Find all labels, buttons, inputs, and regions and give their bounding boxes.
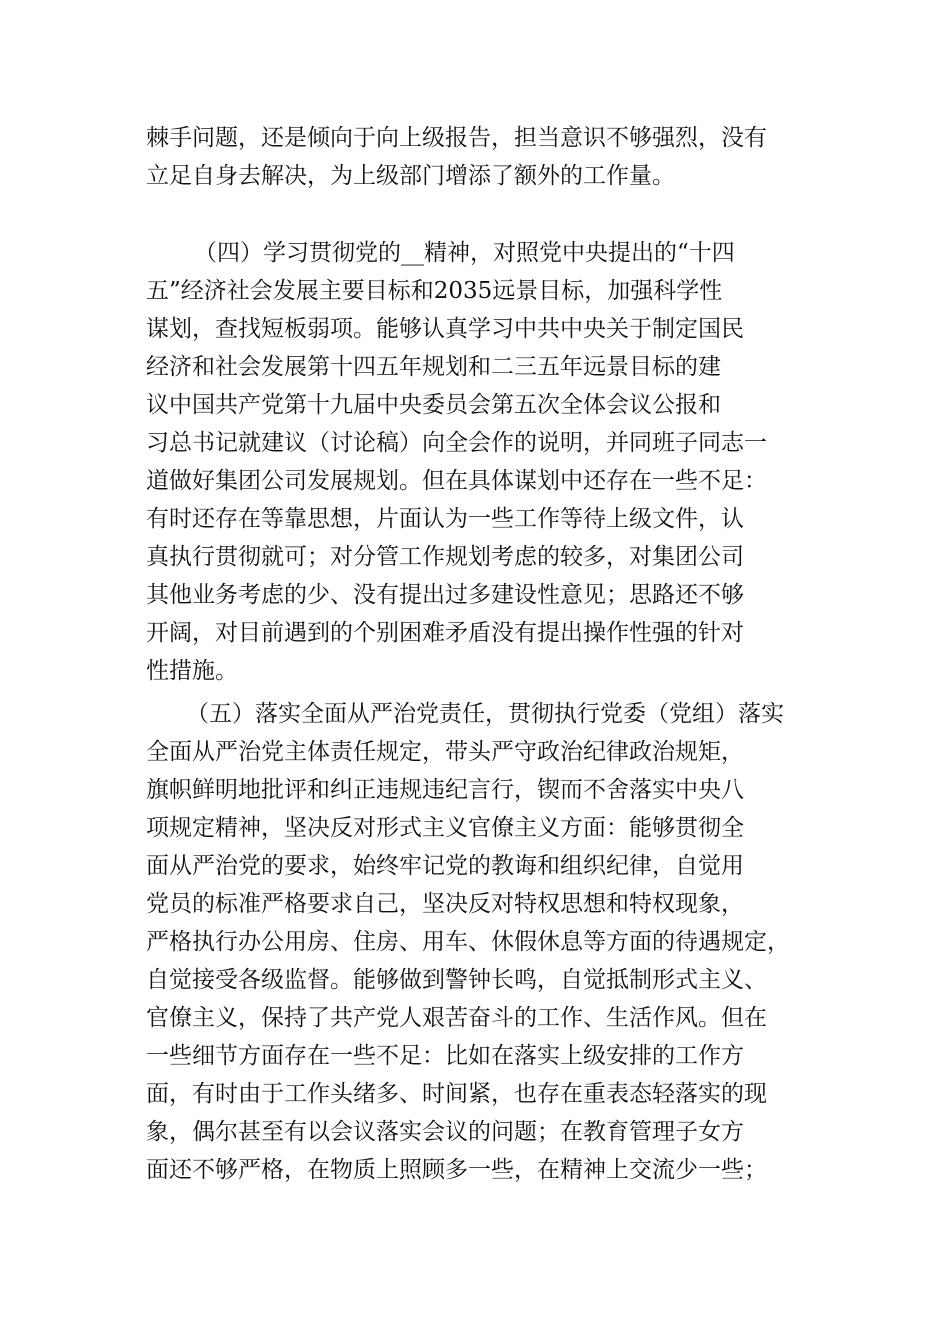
paragraph-line: 旗帜鲜明地批评和纠正违规违纪言行，锲而不舍落实中央八 <box>146 777 744 803</box>
paragraph-line: 面从严治党的要求，始终牢记党的教诲和组织纪律，自觉用 <box>146 853 744 879</box>
paragraph-line: （四）学习贯彻党的__精神，对照党中央提出的“十四 <box>194 240 735 266</box>
paragraph-line: 五”经济社会发展主要目标和2035远景目标，加强科学性 <box>146 278 723 304</box>
paragraph-line: 党员的标准严格要求自己，坚决反对特权思想和特权现象， <box>146 891 744 917</box>
paragraph-line: 一些细节方面存在一些不足：比如在落实上级安排的工作方 <box>146 1043 744 1069</box>
paragraph-line: 有时还存在等靠思想，片面认为一些工作等待上级文件，认 <box>146 506 744 532</box>
paragraph-line: （五）落实全面从严治党责任，贯彻执行党委（党组）落实 <box>186 701 784 727</box>
paragraph-line: 经济和社会发展第十四五年规划和二三五年远景目标的建 <box>146 354 721 380</box>
paragraph-line: 项规定精神，坚决反对形式主义官僚主义方面：能够贯彻全 <box>146 815 744 841</box>
paragraph-line: 自觉接受各级监督。能够做到警钟长鸣，自觉抵制形式主义、 <box>146 967 767 993</box>
paragraph-line: 其他业务考虑的少、没有提出过多建设性意见；思路还不够 <box>146 582 744 608</box>
paragraph-continuation <box>146 119 811 195</box>
paragraph-line: 象，偶尔甚至有以会议落实会议的问题；在教育管理子女方 <box>146 1119 744 1145</box>
paragraph-line: 立足自身去解决，为上级部门增添了额外的工作量。 <box>146 163 675 189</box>
paragraph-line: 棘手问题，还是倾向于向上级报告，担当意识不够强烈，没有 <box>146 125 767 151</box>
paragraph-line: 开阔，对目前遇到的个别困难矛盾没有提出操作性强的针对 <box>146 620 744 646</box>
paragraph-line: 性措施。 <box>146 658 238 684</box>
paragraph-line: 真执行贯彻就可；对分管工作规划考虑的较多，对集团公司 <box>146 544 744 570</box>
paragraph-line: 谋划，查找短板弱项。能够认真学习中共中央关于制定国民 <box>146 316 744 342</box>
paragraph-line: 议中国共产党第十九届中央委员会第五次全体会议公报和 <box>146 392 721 418</box>
paragraph-line: 官僚主义，保持了共产党人艰苦奋斗的工作、生活作风。但在 <box>146 1005 767 1031</box>
paragraph-line: 道做好集团公司发展规划。但在具体谋划中还存在一些不足： <box>146 468 767 494</box>
paragraph-line: 习总书记就建议（讨论稿）向全会作的说明，并同班子同志一 <box>146 430 767 456</box>
paragraph-line: 全面从严治党主体责任规定，带头严守政治纪律政治规矩， <box>146 739 744 765</box>
paragraph-line: 面，有时由于工作头绪多、时间紧，也存在重表态轻落实的现 <box>146 1081 767 1107</box>
paragraph-line: 严格执行办公用房、住房、用车、休假休息等方面的待遇规定， <box>146 929 790 955</box>
paragraph-section-five <box>146 695 811 1189</box>
paragraph-section-four <box>146 234 811 690</box>
paragraph-line: 面还不够严格，在物质上照顾多一些，在精神上交流少一些； <box>146 1157 767 1183</box>
